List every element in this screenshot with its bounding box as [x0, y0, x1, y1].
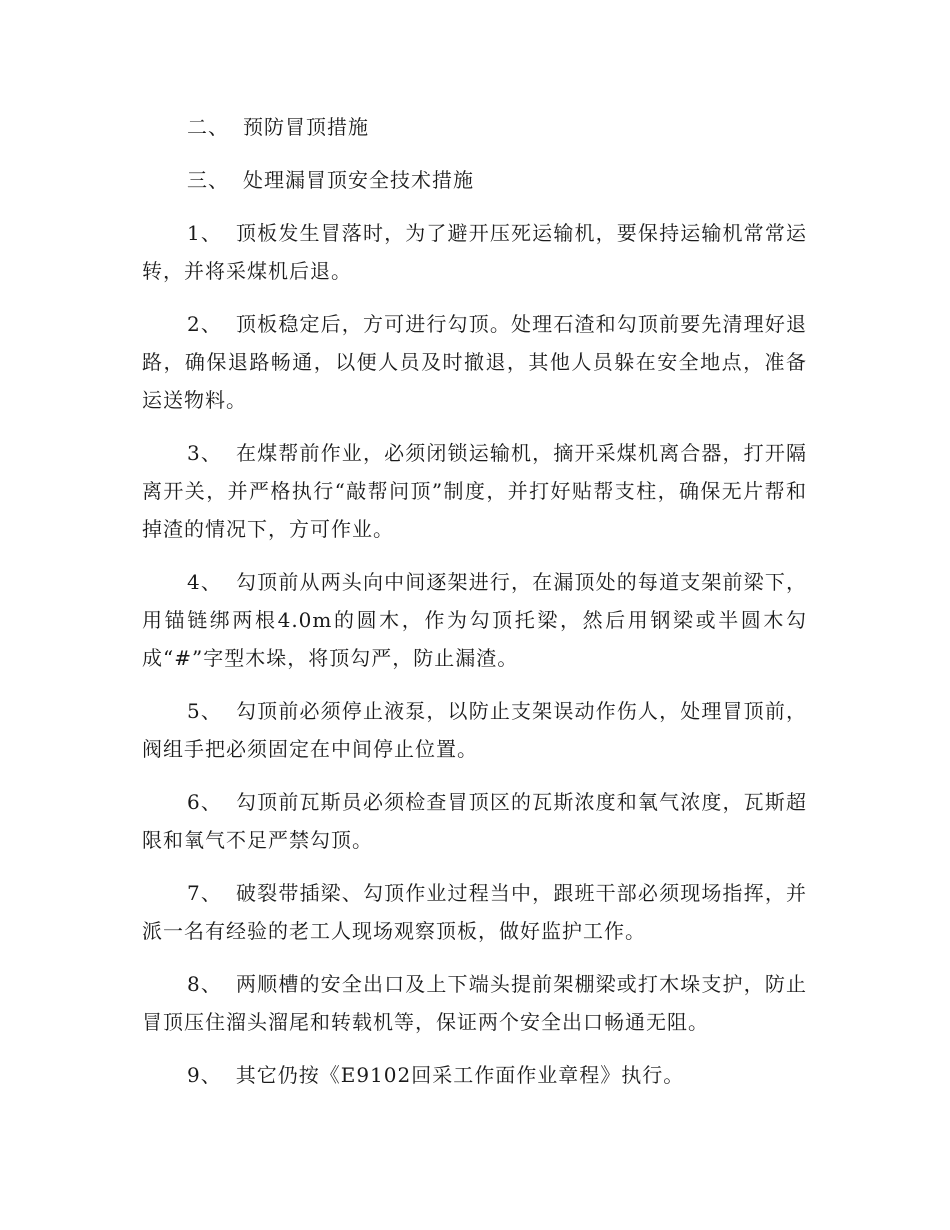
item-number: 3、	[187, 441, 223, 465]
item-number: 4、	[187, 570, 223, 594]
item-number: 6、	[187, 790, 223, 814]
list-item-3	[142, 434, 807, 548]
list-item-6	[142, 783, 807, 859]
item-text: 顶板发生冒落时，为了避开压死运输机，要保持运输机常常运转，并将采煤机后退。	[142, 221, 807, 283]
section-title: 处理漏冒顶安全技术措施	[243, 168, 474, 192]
item-number: 5、	[187, 699, 223, 723]
document-body	[142, 108, 807, 1109]
item-number: 7、	[187, 881, 223, 905]
item-text: 勾顶前必须停止液泵，以防止支架误动作伤人，处理冒顶前，阀组手把必须固定在中间停止位置。	[142, 699, 807, 761]
list-item-8	[142, 965, 807, 1041]
list-item-4	[142, 563, 807, 677]
list-item-5	[142, 692, 807, 768]
item-number: 2、	[187, 312, 223, 336]
section-heading-3	[142, 161, 807, 199]
item-text: 两顺槽的安全出口及上下端头提前架棚梁或打木垛支护，防止冒顶压住溜头溜尾和转载机等，保证两个安全出口畅通无阻。	[142, 972, 807, 1034]
item-number: 9、	[187, 1063, 222, 1087]
section-number: 二、	[187, 115, 229, 139]
item-text: 其它仍按《E9102回采工作面作业章程》执行。	[235, 1063, 685, 1087]
list-item-1	[142, 214, 807, 290]
list-item-9	[142, 1056, 807, 1094]
item-text: 破裂带插梁、勾顶作业过程当中，跟班干部必须现场指挥，并派一名有经验的老工人现场观察顶板，做好监护工作。	[142, 881, 807, 943]
section-heading-2	[142, 108, 807, 146]
item-number: 8、	[187, 972, 223, 996]
section-title: 预防冒顶措施	[243, 115, 369, 139]
item-number: 1、	[187, 221, 223, 245]
item-text: 在煤帮前作业，必须闭锁运输机，摘开采煤机离合器，打开隔离开关，并严格执行“敲帮问顶”制度，并打好贴帮支柱，确保无片帮和掉渣的情况下，方可作业。	[142, 441, 807, 541]
section-number: 三、	[187, 168, 229, 192]
item-text: 顶板稳定后，方可进行勾顶。处理石渣和勾顶前要先清理好退路，确保退路畅通，以便人员及时撤退，其他人员躲在安全地点，准备运送物料。	[142, 312, 807, 412]
list-item-7	[142, 874, 807, 950]
list-item-2	[142, 305, 807, 419]
item-text: 勾顶前瓦斯员必须检查冒顶区的瓦斯浓度和氧气浓度，瓦斯超限和氧气不足严禁勾顶。	[142, 790, 807, 852]
item-text: 勾顶前从两头向中间逐架进行，在漏顶处的每道支架前梁下，用锚链绑两根4.0m的圆木，作为勾顶托梁，然后用钢梁或半圆木勾成“#”字型木垛，将顶勾严，防止漏渣。	[142, 570, 807, 670]
